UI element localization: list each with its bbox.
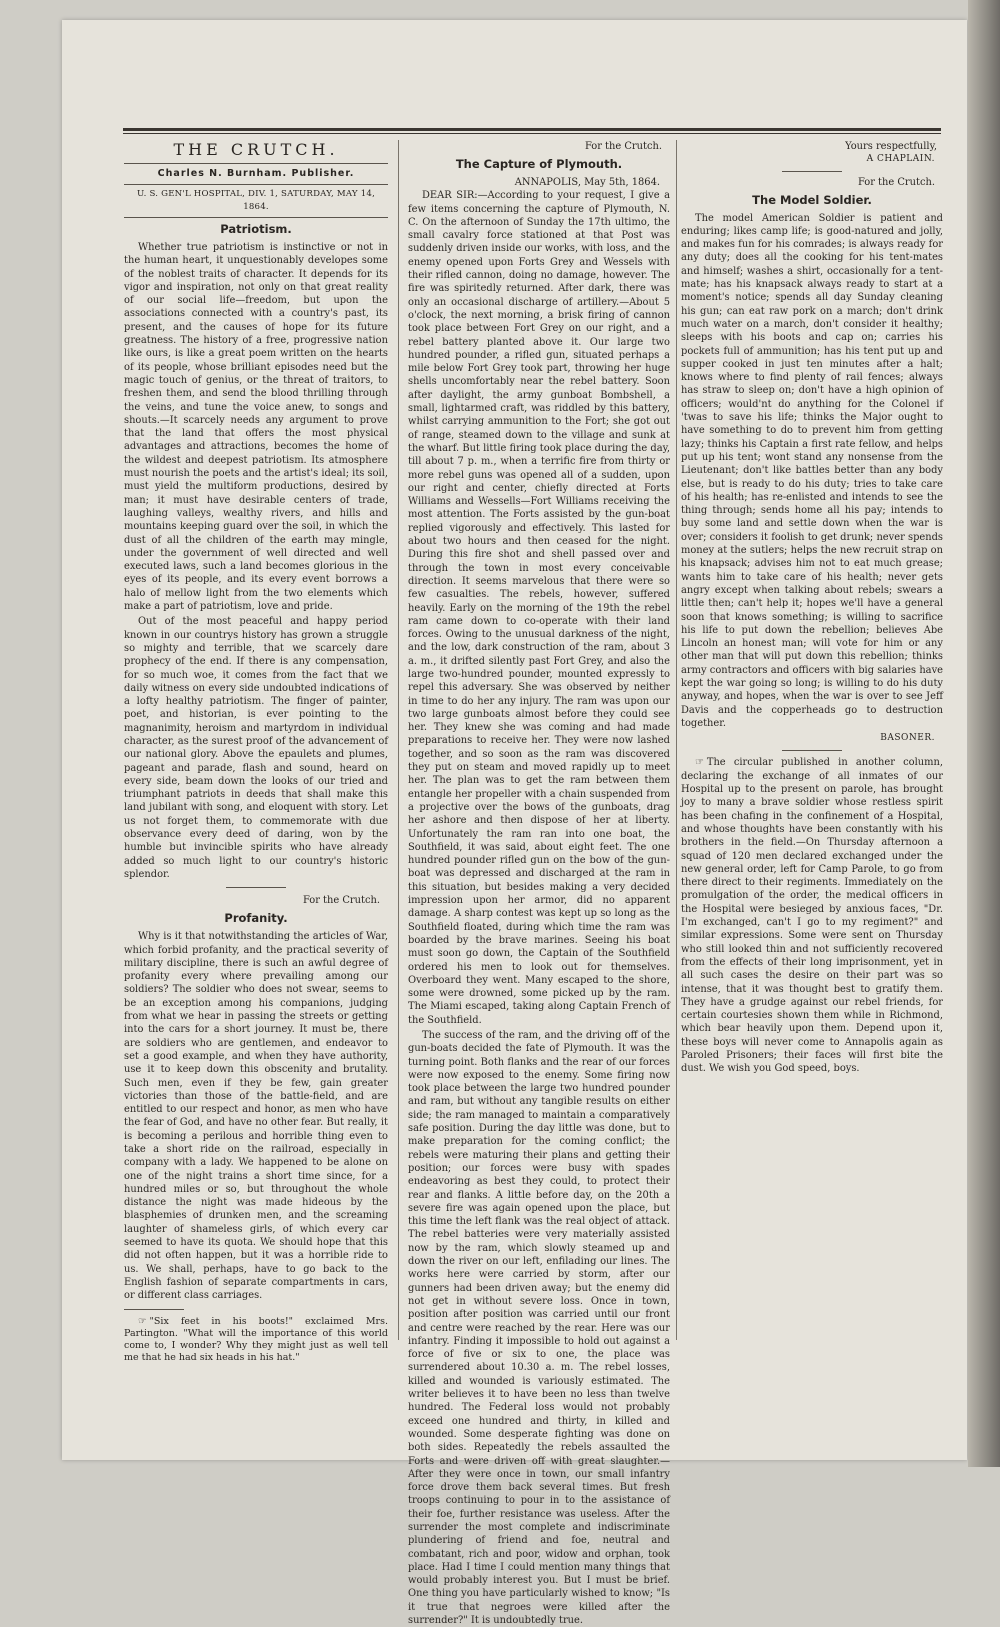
column-divider xyxy=(676,140,677,1340)
partington-text: "Six feet in his boots!" exclaimed Mrs. Partington. "What will the importance of this world come to, I wonder? Why they might just as well tell me that he had six heads in his hat." xyxy=(124,1315,388,1363)
article-paragraph: Out of the most peaceful and happy period known in our countrys history has grown a struggle so mighty and terrible, that we scarcely dare prophecy of the end. If there is any compensation, for so much woe, it comes from the fact that we daily witness on every side undoubted indications of a lofty healthy patriotism. The finger of painter, poet, and historian, is ever pointing to the magnanimity, heroism and martyrdom in individual character, as the surest proof of the advancement of our national glory. Above the epaulets and plumes, pageant and parade, flash and sound, heard on every side, beam down the looks of our tried and triumphant patriots in deeds that shall make this land jubilant with song, and eloquent with story. Let us not forget them, to commemorate with due observance every deed of daring, won by the humble but invincible spirits who have already added so much light to our country's historic splendor. xyxy=(124,616,388,880)
article-title-patriotism: Patriotism. xyxy=(220,222,292,236)
for-the-crutch-label: For the Crutch. xyxy=(584,141,662,152)
article-paragraph: Whether true patriotism is instinctive or not in the human heart, it unquestionably developes some of the noblest traits of character. It depends for its vigor and inspiration, not only on that great reality of our social life—freedom, but upon the associations connected with a country's past, its present, and the causes of hope for its future greatness. The history of a free, progressive nation like ours, is like a great poem written on the hearts of its people, whose brilliant episodes need but the magic touch of genius, or the threat of traitors, to freshen them, and send the blood thrilling through the veins, and tune the voice anew, to songs and shouts.—It scarcely needs any argument to prove that the land that offers the most physical advantages and attractions, becomes the home of the wildest and deepest patriotism. Its atmosphere must nourish the poets and the artist's ideal; its soil, must yield the multiform productions, desired by man; it must have desirable centers of trade, laughing valleys, wealthy rivers, and hills and mountains keeping guard over the soil, in which the dust of all the children of the earth may mingle, under the government of well directed and well executed laws, such a land becomes glorious in the eyes of its people, and its every event borrows a halo of mellow light from the two elements which make a part of patriotism, love and pride. xyxy=(124,242,388,613)
circular-note xyxy=(681,756,943,1075)
article-title-plymouth: The Capture of Plymouth. xyxy=(455,157,623,171)
divider xyxy=(782,171,842,172)
for-the-crutch-label: For the Crutch. xyxy=(302,895,380,907)
article-title-profanity: Profanity. xyxy=(224,911,288,926)
circular-text: The circular published in another column, declaring the exchange of all inmates of our Hospital up to the present on parole, has brought joy to many a brave soldier whose restless spirit has been chafing in the confinement of a Hospital, and whose thoughts have been constantly with his brothers in the field.—On Thursday afternoon a squad of 120 men declared exchanged under the new general order, left for Camp Parole, to go from there direct to their regiments. Immediately on the promulgation of the order, the medical officers in the Hospital were besieged by anxious faces, "Dr. I'm exchanged, can't I go to my regiment?" and similar expressions. Some were sent on Thursday who still looked thin and not sufficiently recovered from the effects of their long imprisonment, yet in all such cases the desire on their part was so intense, that it was thought best to gratify them. They have a grudge against our rebel friends, for certain courtesies shown them while in Richmond, which bear heavily upon them. Depend upon it, these boys will never come to Annapolis again as Paroled Prisoners; their faces will first bite the dust. We wish you God speed, boys. xyxy=(681,757,943,1075)
letter-closing: Yours respectfully, xyxy=(845,141,937,152)
divider xyxy=(782,750,842,751)
column-2 xyxy=(408,140,670,1627)
binding-edge xyxy=(968,0,1000,1467)
divider xyxy=(124,1309,184,1310)
article-paragraph: Why is it that notwithstanding the articles of War, which forbid profanity, and the practical severity of military discipline, there is such an awful degree of profanity every where prevailing among our soldiers? The soldier who does not swear, seems to be an exception among his companions, judging from what we hear in passing the streets or getting into the cars for a short journey. It must be, there are soldiers who are gentlemen, and endeavor to set a good example, and when they have authority, use it to keep down this obscenity and brutality. Such men, even if they be few, gain greater victories than those of the battle-field, and are entitled to our respect and honor, as men who have the fear of God, and have no other fear. But really, it is becoming a perilous and horrible thing even to take a short ride on the railroad, especially in company with a lady. We happened to be alone on one of the night trains a short time since, for a hundred miles or so, but throughout the whole distance the night was made hideous by the blasphemies of drunken men, and the screaming laughter of shameless girls, of which every car seemed to have its quota. We should hope that this did not often happen, but it was a horrible ride to us. We shall, perhaps, have to go back to the English fashion of separate compartments in cars, or different class carriages. xyxy=(124,931,388,1302)
pointing-hand-icon: ☞ xyxy=(695,757,704,769)
letter-date: ANNAPOLIS, May 5th, 1864. xyxy=(514,177,660,188)
masthead-title: THE CRUTCH. xyxy=(173,140,339,159)
article-paragraph: The success of the ram, and the driving off of the gun-boats decided the fate of Plymouth. It was the turning point. Both flanks and the rear of our forces were now exposed to the enemy. Some firing now took place between the large two hundred pounder and ram, but without any tangible results on either side; the ram managed to maintain a comparatively safe position. During the day little was done, but to make preparation for the coming conflict; the rebels were maturing their plans and getting their position; our forces were busy with spades endeavoring as best they could, to protect their rear and flanks. A little before day, on the 20th a severe fire was again opened upon the place, but this time the left flank was the real object of attack. The rebel batteries were very materially assisted now by the ram, which slowly steamed up and down the river on our left, enfilading our lines. The works here were carried by storm, after our gunners had been driven away; but the enemy did not get in without severe loss. Once in town, position after position was carried until our front and centre were reached by the rear. Here was our infantry. Finding it impossible to hold out against a force of five or six to one, the place was surrendered about 10.30 a. m. The rebel losses, killed and wounded is variously estimated. The writer believes it to have been no less than twelve hundred. The Federal loss would not probably exceed one hundred and thirty, in killed and wounded. Some desperate fighting was done on both sides. Repeatedly the rebels assaulted the Forts and were driven off with great slaughter.—After they were once in town, our small infantry force drove them back several times. But fresh troops continuing to pour in to the assistance of their foe, further resistance was useless. After the surrender the most complete and indiscriminate plundering of friend and foe, neutral and combatant, rich and poor, widow and orphan, took place. Had I time I could mention many things that would probably interest you. But I must be brief. One thing you have particularly wished to know; "Is it true that negroes were killed after the surrender?" It is undoubtedly true. xyxy=(408,1030,670,1627)
article-paragraph: The model American Soldier is patient and enduring; likes camp life; is good-natured and jolly, and makes fun for his comrades; is always ready for any duty; does all the cooking for his tent-mates and himself; washes a shirt, occasionally for a tent-mate; has his knapsack always ready to start at a moment's notice; spends all day Sunday cleaning his gun; can eat raw pork on a march; don't drink much water on a march, don't consider it healthy; sleeps with his boots and cap on; carries his pockets full of ammunition; has his tent put up and supper cooked in just ten minutes after a halt; knows where to find plenty of rail fences; always has straw to sleep on; don't have a high opinion of officers; would'nt do anything for the Colonel if 'twas to save his life; thinks the Major ought to have something to do to prevent him from getting lazy; thinks his Captain a first rate fellow, and helps put up his tent; wont stand any nonsense from the Lieutenant; don't like battles better than any body else, but is ready to do his duty; tries to take care of his health; has re-enlisted and intends to see the thing through; sends home all his pay; intends to buy some land and settle down when the war is over; considers it foolish to get drunk; never spends money at the sutlers; helps the new recruit strap on his knapsack; advises him not to eat much grease; wants him to take care of his health; never gets angry except when talking about rebels; swears a little then; can't help it; hopes we'll have a general soon that knows something; is willing to sacrifice his life to put down the rebellion; believes Abe Lincoln an honest man; will vote for him or any other man that will put down this rebellion; thinks army contractors and officers with big salaries have kept the war going so long; is willing to do his duty anyway, and hopes, when the war is over to see Jeff Davis and the copperheads go to destruction together. xyxy=(681,212,943,729)
column-3 xyxy=(681,140,943,1455)
top-rule-thin xyxy=(123,133,941,134)
column-divider xyxy=(398,140,399,1340)
article-title-model-soldier: The Model Soldier. xyxy=(752,192,872,207)
pointing-hand-icon: ☞ xyxy=(138,1315,147,1327)
dateline: U. S. GEN'L HOSPITAL, DIV. 1, SATURDAY, MAY 14, 1864. xyxy=(136,189,376,212)
divider xyxy=(124,184,388,185)
divider xyxy=(124,217,388,218)
publisher-line: Charles N. Burnham. Publisher. xyxy=(157,168,355,179)
column-1 xyxy=(124,140,388,1455)
for-the-crutch-label: For the Crutch. xyxy=(857,176,935,188)
signature-basoner: BASONER. xyxy=(880,733,935,744)
partington-note xyxy=(124,1316,388,1364)
signature-chaplain: A CHAPLAIN. xyxy=(866,154,935,165)
divider xyxy=(124,163,388,164)
article-paragraph: DEAR SIR:—According to your request, I give a few items concerning the capture of Plymouth, N. C. On the afternoon of Sunday the 17th ultimo, the small cavalry force stationed at that Post was suddenly driven inside our works, with loss, and the enemy opened upon Forts Grey and Wessels with their rifled cannon, doing no damage, however. The fire was spiritedly returned. After dark, there was only an occasional discharge of artillery.—About 5 o'clock, the next morning, a brisk firing of cannon took place between Fort Grey on our right, and a rebel battery planted above it. Our large two hundred pounder, a rifled gun, situated perhaps a mile below Fort Grey took part, throwing her huge shells uncomfortably near the rebel battery. Soon after daylight, the army gunboat Bombshell, a small, lightarmed craft, was riddled by this battery, whilst carrying ammunition to the Fort; she got out of range, steamed down to the village and sunk at the wharf. But little firing took place during the day, till about 7 p. m., when a terrific fire from thirty or more rebel guns was opened all of a sudden, upon our right and center, chiefly directed at Forts Williams and Wessells—Fort Williams receiving the most attention. The Forts assisted by the gun-boat replied vigorously and effectively. This lasted for about two hours and then ceased for the night. During this fire shot and shell passed over and through the town in most every conceivable direction. It seems marvelous that there were so few casualties. The rebels, however, suffered heavily. Early on the morning of the 19th the rebel ram came down to co-operate with their land forces. Owing to the unusual darkness of the night, and the low, dark construction of the ram, about 3 a. m., it drifted silently past Fort Grey, and also the large two-hundred pounder, mounted expressly to repel this adversary. She was observed by neither in time to do her any injury. The ram was upon our two large gunboats almost before they could see her. They knew she was coming and had made preparations to receive her. They were now lashed together, and so soon as the ram was discovered they put on steam and moved rapidly up to meet her. The plan was to get the ram between them entangle her propeller with a chain suspended from a projective over the bows of the gunboats, drag her ashore and then dispose of her at liberty. Unfortunately the ram ran into one boat, the Southfield, it was said, about eight feet. The one hundred pounder rifled gun on the bow of the gun-boat was depressed and discharged at the ram in this situation, but besides making a very decided impression upon her armor, did no apparent damage. A sharp contest was kept up so long as the Southfield floated, during which time the ram was boarded by the brave marines. Seeing his boat must soon go down, the Captain of the Southfield ordered his men to look out for themselves. Overboard they went. Many escaped to the shore, some were drowned, some picked up by the ram. The Miami escaped, taking along Captain French of the Southfield. xyxy=(408,190,670,1026)
top-rule xyxy=(123,128,941,131)
divider xyxy=(226,887,286,888)
